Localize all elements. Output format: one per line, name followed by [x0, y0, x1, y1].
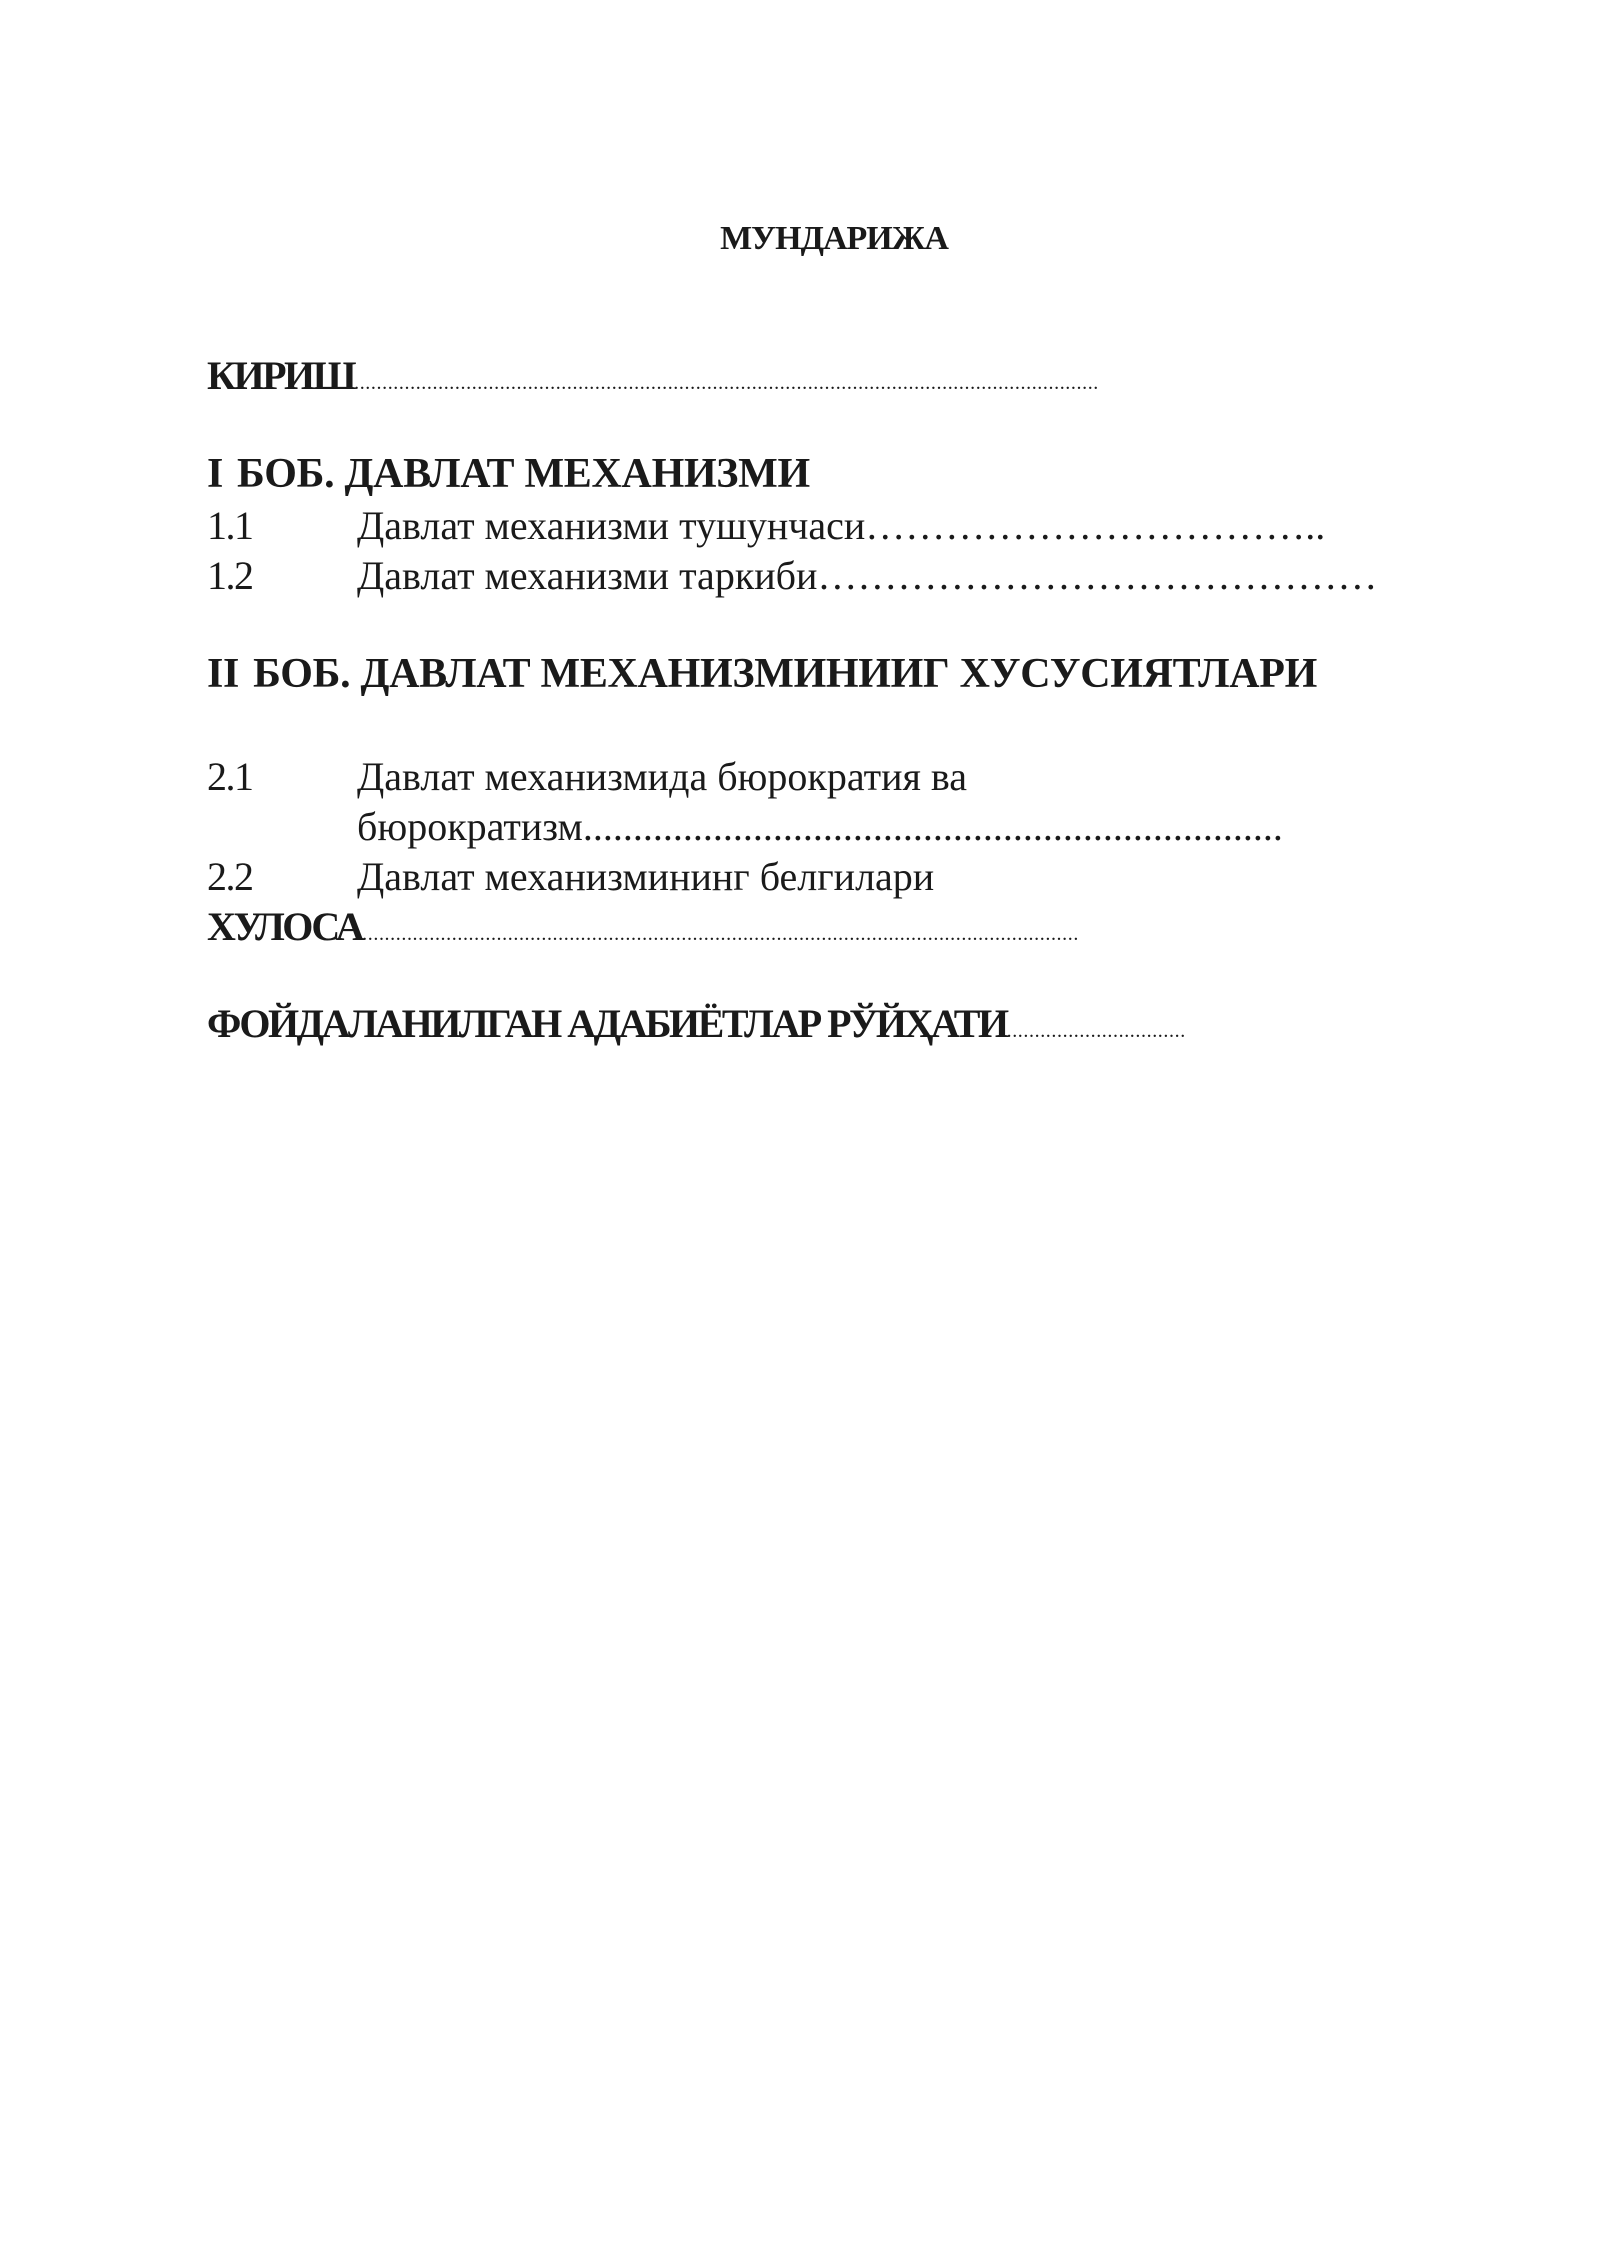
toc-entry-references: [207, 1001, 1186, 1046]
toc-leader-dots: ................................................................................................................................: [362, 923, 1079, 945]
section-title: Давлат механизми тушунчаси: [357, 503, 866, 548]
chapter-title: БОБ. ДАВЛАТ МЕХАНИЗМИНИИГ ХУСУСИЯТЛАРИ: [253, 651, 1318, 697]
toc-item-1-2: [207, 553, 1378, 598]
toc-leader-dots: ……………………………..: [865, 503, 1326, 548]
toc-chapter-1: [207, 453, 810, 495]
toc-entry-label: ФОЙДАЛАНИЛГАН АДАБИЁТЛАР РЎЙҲАТИ: [207, 1001, 1007, 1046]
toc-item-2-1-continuation: [357, 804, 1283, 849]
section-title: бюрократизм: [357, 804, 583, 849]
toc-entry-label: КИРИШ: [207, 353, 355, 398]
section-title: Давлат механизмининг белгилари: [357, 854, 935, 899]
toc-entry-label: ХУЛОСА: [207, 904, 363, 949]
toc-item-2-2: [207, 854, 935, 899]
page-title: МУНДАРИЖА: [720, 220, 948, 257]
section-number: 1.1: [207, 503, 253, 548]
toc-leader-dots: ......................................................................: [582, 804, 1283, 849]
section-title: Давлат механизми таркиби: [357, 553, 818, 598]
section-number: 2.2: [207, 854, 253, 899]
chapter-number: I: [207, 451, 224, 497]
toc-item-1-1: [207, 503, 1326, 548]
toc-item-2-1: [207, 754, 967, 799]
chapter-title: БОБ. ДАВЛАТ МЕХАНИЗМИ: [237, 451, 810, 497]
section-number: 2.1: [207, 754, 253, 799]
toc-entry-conclusion: [207, 904, 1079, 949]
toc-leader-dots: ................................: [1006, 1020, 1186, 1042]
toc-chapter-2: [207, 653, 1317, 695]
chapter-number: II: [207, 651, 240, 697]
toc-leader-dots: .....................................................................................................................................: [354, 372, 1099, 394]
section-title: Давлат механизмида бюрократия ва: [357, 754, 967, 799]
section-number: 1.2: [207, 553, 253, 598]
toc-entry-intro: [207, 353, 1099, 398]
toc-leader-dots: ……………………………………: [817, 553, 1378, 598]
